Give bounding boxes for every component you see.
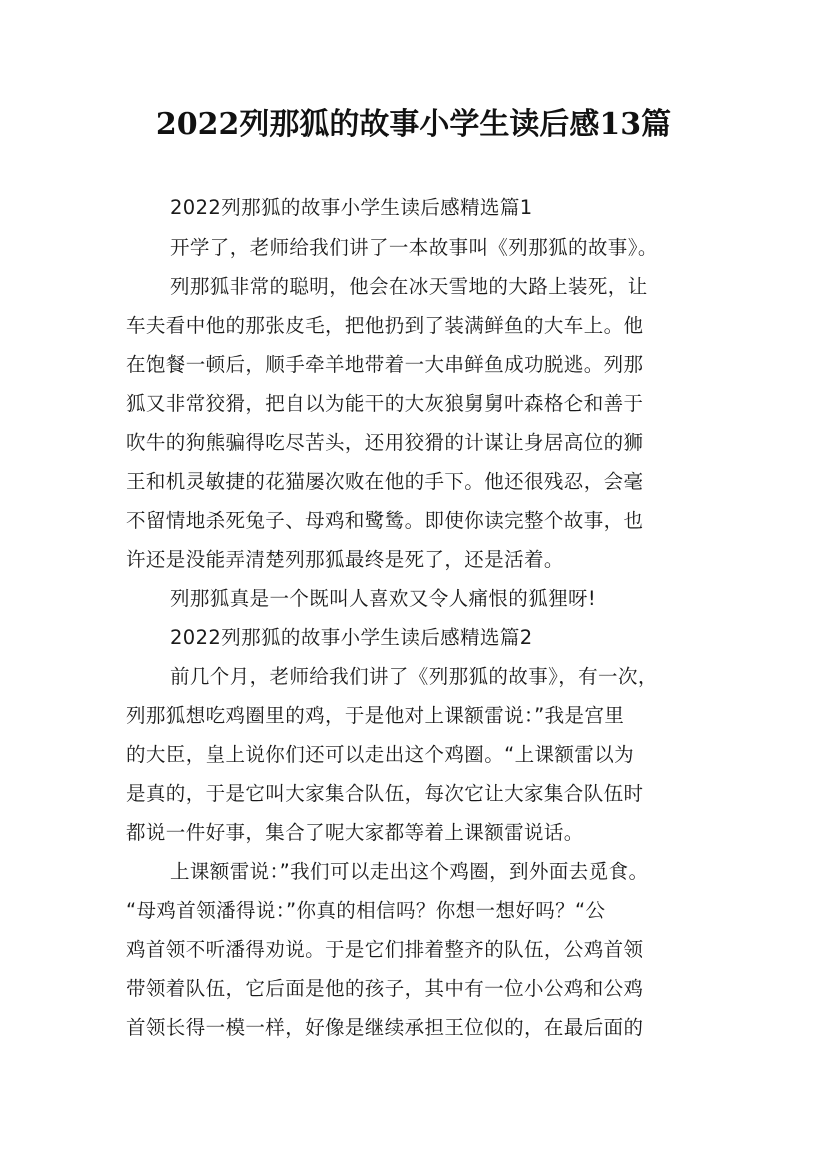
paragraph-line: 列那狐非常的聪明，他会在冰天雪地的大路上装死，让 [170, 275, 648, 298]
paragraph-line: 狐又非常狡猾，把自以为能干的大灰狼舅舅叶森格仑和善于 [126, 392, 644, 415]
section-heading: 2022列那狐的故事小学生读后感精选篇1 [170, 196, 533, 219]
paragraph-line: 上课额雷说：”我们可以走出这个鸡圈，到外面去觅食。 [170, 860, 649, 883]
paragraph-line: 许还是没能弄清楚列那狐最终是死了，还是活着。 [126, 548, 564, 571]
paragraph-line: 列那狐想吃鸡圈里的鸡，于是他对上课额雷说：”我是宫里 [126, 704, 625, 727]
paragraph-line: 在饱餐一顿后，顺手牵羊地带着一大串鲜鱼成功脱逃。列那 [126, 353, 644, 376]
paragraph-line: 前几个月，老师给我们讲了《列那狐的故事》，有一次， [170, 665, 658, 688]
paragraph-line: 吹牛的狗熊骗得吃尽苦头，还用狡猾的计谋让身居高位的狮 [126, 431, 644, 454]
paragraph-line: 开学了，老师给我们讲了一本故事叫《列那狐的故事》。 [170, 236, 658, 259]
paragraph-line: 王和机灵敏捷的花猫屡次败在他的手下。他还很残忍，会毫 [126, 470, 644, 493]
paragraph-line: 首领长得一模一样，好像是继续承担王位似的，在最后面的 [126, 1016, 644, 1039]
paragraph-line: 车夫看中他的那张皮毛，把他扔到了装满鲜鱼的大车上。他 [126, 314, 644, 337]
paragraph-line: 都说一件好事，集合了呢大家都等着上课额雷说话。 [126, 821, 584, 844]
paragraph-line: 列那狐真是一个既叫人喜欢又令人痛恨的狐狸呀! [170, 587, 597, 610]
paragraph-line: 鸡首领不听潘得劝说。于是它们排着整齐的队伍，公鸡首领 [126, 938, 644, 961]
paragraph-line: 的大臣，皇上说你们还可以走出这个鸡圈。“上课额雷以为 [126, 743, 635, 766]
paragraph-line: “母鸡首领潘得说：”你真的相信吗？你想一想好吗？“公 [126, 899, 606, 922]
paragraph-line: 不留情地杀死兔子、母鸡和鹭鸶。即使你读完整个故事，也 [126, 509, 644, 532]
paragraph-line: 带领着队伍，它后面是他的孩子，其中有一位小公鸡和公鸡 [126, 977, 644, 1000]
document-title: 2022列那狐的故事小学生读后感13篇 [155, 107, 672, 142]
section-heading: 2022列那狐的故事小学生读后感精选篇2 [170, 626, 533, 649]
paragraph-line: 是真的，于是它叫大家集合队伍，每次它让大家集合队伍时 [126, 782, 644, 805]
